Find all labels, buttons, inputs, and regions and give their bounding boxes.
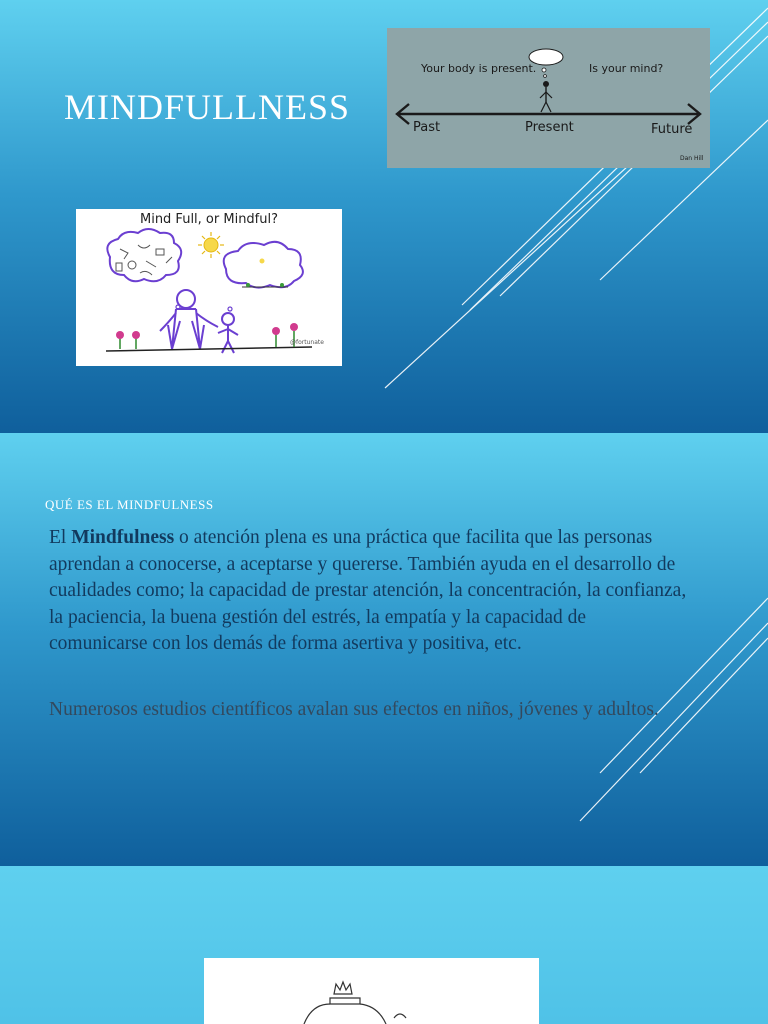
slide-1 [0,0,768,433]
signature: Dan Hill [680,155,704,162]
mindfull-image [76,209,342,366]
body-present-text: Your body is present. [421,62,537,75]
crowned-figure-drawing [204,958,539,1024]
mindfull-credit: @fortunate [290,339,324,346]
future-label: Future [651,122,693,137]
present-label: Present [525,120,574,135]
slide-3 [0,866,768,1024]
mind-question-text: Is your mind? [589,62,664,75]
mindfulness-term: Mindfulness [71,527,175,548]
slide3-image [204,958,539,1024]
para1-rest: o atención plena es una práctica que facilita que las personas aprendan a conocerse, a aceptarse y quererse. También ayuda en el desarrollo de cualidades como; la capacidad de prestar atención, la concentración, la confianza, la paciencia, la buena gestión del estrés, la empatía y la capacidad de comunicarse con los demás de forma asertiva y positiva, etc. [49,527,687,655]
mindfulness-definition [49,525,689,658]
section-label: QUÉ ES EL MINDFULNESS [45,497,214,512]
studies-paragraph: Numerosos estudios científicos avalan sus efectos en niños, jóvenes y adultos. [49,699,659,720]
timeline-image [387,28,710,168]
mindfull-image-title: Mind Full, or Mindful? [139,212,279,227]
para1-prefix: El [49,527,72,548]
slide-title: MINDFULLNESS [64,87,351,127]
timeline-drawing [387,28,710,168]
past-label: Past [413,120,441,135]
slide-2 [0,433,768,866]
